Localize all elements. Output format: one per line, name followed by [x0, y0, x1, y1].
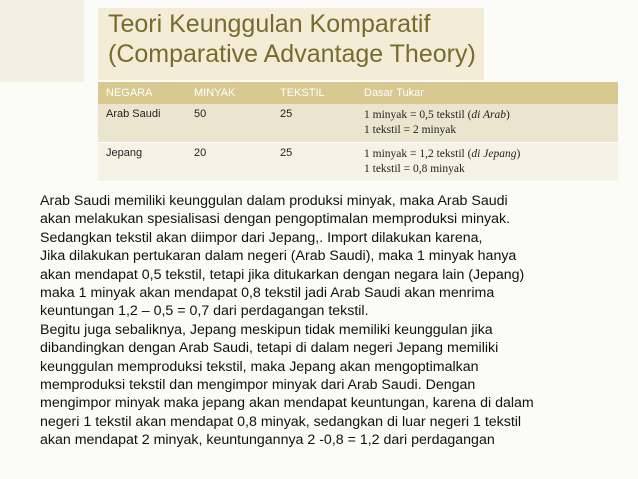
- text-line: memproduksi tekstil dan mengimpor minyak dari Arab Saudi. Dengan: [40, 377, 476, 394]
- slide-accent-bar: [0, 0, 84, 82]
- cell-minyak: 50: [186, 104, 272, 143]
- cell-tekstil: 25: [272, 143, 356, 182]
- text-line: keunggulan memproduksi tekstil, maka Jepang akan mengoptimalkan: [40, 358, 479, 375]
- text-line: akan melakukan spesialisasi dengan pengoptimalan memproduksi minyak.: [40, 211, 511, 228]
- text-line: keuntungan 1,2 – 0,5 = 0,7 dari perdagangan tekstil.: [40, 303, 369, 320]
- text-line: Jika dilakukan pertukaran dalam negeri (Arab Saudi), maka 1 minyak hanya: [40, 248, 517, 265]
- text-line: negeri 1 tekstil akan mendapat 0,8 minyak, sedangkan di luar negeri 1 tekstil: [40, 413, 522, 430]
- cell-dasar-tukar: 1 minyak = 0,5 tekstil (di Arab) 1 tekstil = 2 minyak: [356, 104, 618, 143]
- text-line: Sedangkan tekstil akan diimpor dari Jepang,. Import dilakukan karena,: [40, 229, 483, 246]
- header-dasar-tukar: Dasar Tukar: [356, 82, 618, 104]
- table-row: [98, 143, 618, 182]
- text-line: Begitu juga sebaliknya, Jepang meskipun tidak memiliki keunggulan jika: [40, 321, 493, 338]
- explanation-text: [40, 192, 630, 450]
- comparison-table: [98, 82, 618, 182]
- text-line: maka 1 minyak akan mendapat 0,8 tekstil jadi Arab Saudi akan menrima: [40, 285, 495, 302]
- text-line: Arab Saudi memiliki keunggulan dalam produksi minyak, maka Arab Saudi: [40, 193, 508, 209]
- title-line-1: Teori Keunggulan Komparatif: [108, 10, 431, 38]
- text-line: dibandingkan dengan Arab Saudi, tetapi di dalam negeri Jepang memiliki: [40, 340, 499, 357]
- text-line: akan mendapat 2 minyak, keuntungannya 2 -0,8 = 1,2 dari perdagangan: [40, 432, 495, 449]
- title-line-2: (Comparative Advantage Theory): [108, 40, 476, 68]
- table-header-row: [98, 82, 618, 104]
- header-tekstil: TEKSTIL: [272, 82, 356, 104]
- cell-dasar-tukar: 1 minyak = 1,2 tekstil (di Jepang) 1 tekstil = 0,8 minyak: [356, 143, 618, 182]
- text-line: akan mendapat 0,5 tekstil, tetapi jika ditukarkan dengan negara lain (Jepang): [40, 266, 525, 283]
- header-minyak: MINYAK: [186, 82, 272, 104]
- table-row: [98, 104, 618, 143]
- header-negara: NEGARA: [98, 82, 186, 104]
- text-line: mengimpor minyak maka jepang akan mendapat keuntungan, karena di dalam: [40, 395, 534, 412]
- cell-minyak: 20: [186, 143, 272, 182]
- slide-title: [108, 9, 476, 69]
- cell-negara: Jepang: [98, 143, 186, 182]
- cell-negara: Arab Saudi: [98, 104, 186, 143]
- cell-tekstil: 25: [272, 104, 356, 143]
